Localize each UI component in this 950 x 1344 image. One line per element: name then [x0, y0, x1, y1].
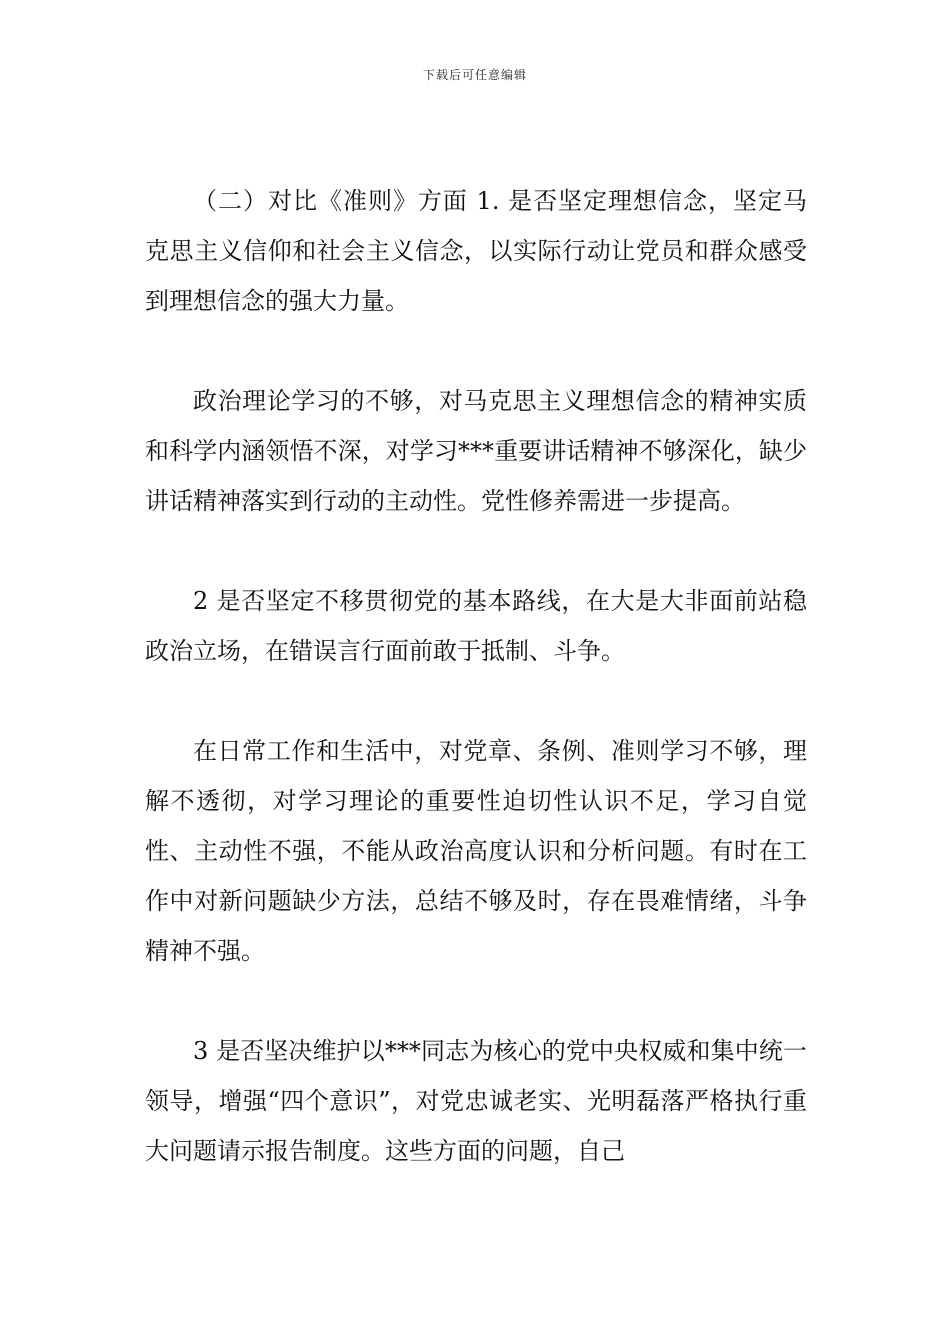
paragraph-daily-work: 在日常工作和生活中，对党章、条例、准则学习不够，理解不透彻，对学习理论的重要性迫切性认识不足，学习自觉性、主动性不强，不能从政治高度认识和分析问题。有时在工作中对新问题缺少方法，总结不够及时，存在畏难情绪，斗争精神不强。 — [145, 737, 807, 965]
paragraph-basic-line-2: 2 是否坚定不移贯彻党的基本路线，在大是大非面前站稳政治立场，在错误言行面前敢于抵制、斗争。 — [145, 587, 807, 665]
paragraph-central-authority-3: 3 是否坚决维护以***同志为核心的党中央权威和集中统一领导，增强“四个意识”，对党忠诚老实、光明磊落严格执行重大问题请示报告制度。这些方面的问题，自己 — [145, 1037, 807, 1165]
paragraph-theory-study: 政治理论学习的不够，对马克思主义理想信念的精神实质和科学内涵领悟不深，对学习***重要讲话精神不够深化，缺少讲话精神落实到行动的主动性。党性修养需进一步提高。 — [145, 387, 807, 515]
page-header: 下载后可任意编辑 — [422, 68, 527, 82]
document-body — [145, 176, 807, 1226]
paragraph-standards-1: （二）对比《准则》方面 1. 是否坚定理想信念，坚定马克思主义信仰和社会主义信念，以实际行动让党员和群众感受到理想信念的强大力量。 — [145, 187, 807, 315]
